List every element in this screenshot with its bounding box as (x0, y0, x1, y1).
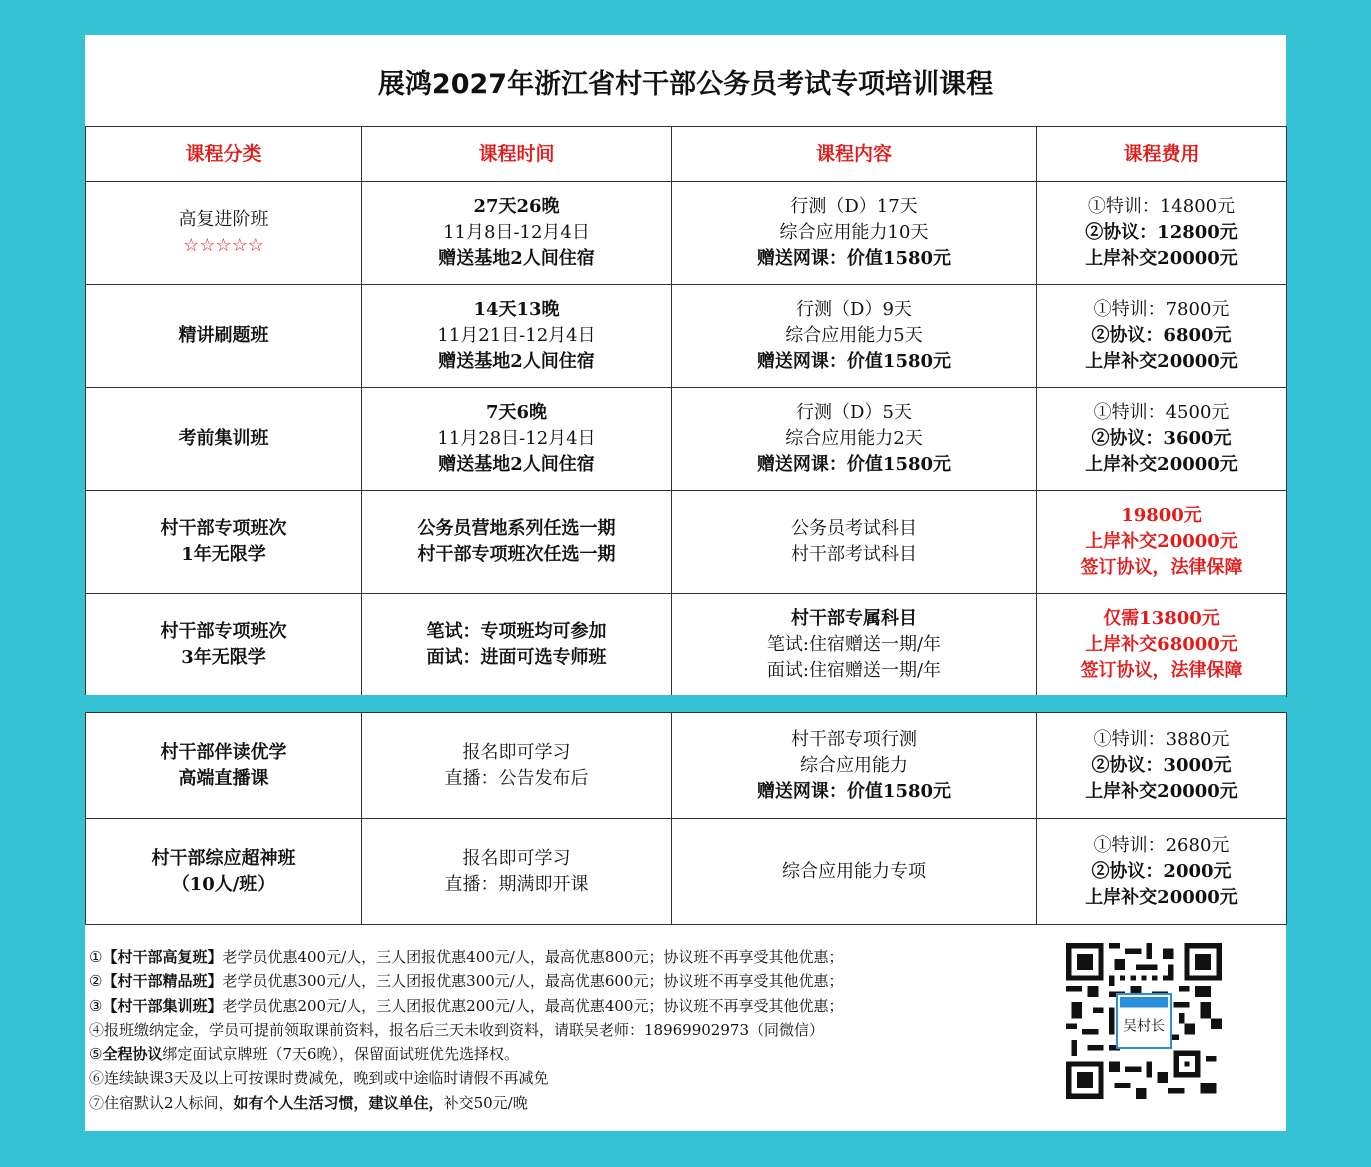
note-text: ⑦住宿默认2人标间， (89, 1093, 234, 1112)
note-text: 老学员优惠400元/人，三人团报优惠400元/人，最高优惠800元；协议班不再享受其他优惠； (222, 948, 844, 966)
table-row (86, 713, 1287, 819)
time-cell (362, 819, 672, 925)
note-item (89, 1042, 989, 1066)
content-line: 村干部专属科目 (791, 608, 917, 629)
fee-line: ②协议：2000元 (1091, 860, 1232, 882)
time-line: 直播：公告发布后 (444, 767, 589, 789)
content-cell (672, 388, 1037, 491)
fee-cell (1037, 285, 1287, 388)
note-highlight: 如有个人生活习惯，建议单住， (233, 1093, 444, 1112)
content-line: 行测（D）17天 (790, 196, 918, 217)
online-course-table (85, 712, 1287, 925)
fee-line: ①特训：7800元 (1093, 299, 1230, 320)
content-line: 综合应用能力 (800, 754, 908, 776)
time-line: 14天13晚 (473, 299, 560, 320)
time-line: 11月8日-12月4日 (443, 222, 590, 243)
table-row (86, 285, 1287, 388)
fee-line: ②协议：3000元 (1091, 754, 1232, 776)
category-cell (86, 594, 362, 697)
category-name: 高复进阶班 (178, 209, 269, 230)
note-text: 补交50元/晚 (443, 1093, 528, 1112)
fee-line: 上岸补交68000元 (1085, 634, 1238, 655)
note-text: ④报班缴纳定金，学员可提前领取课前资料，报名后三天未收到资料，请联吴老师：18969902973（同微信） (89, 1020, 824, 1039)
time-cell (362, 491, 672, 594)
fee-line: 签订协议，法律保障 (1080, 557, 1243, 578)
table-row (86, 491, 1287, 594)
content-line: 综合应用能力专项 (782, 860, 926, 882)
note-text: ⑥连续缺课3天及以上可按课时费减免，晚到或中途临时请假不再减免 (89, 1069, 549, 1088)
category-cell (86, 491, 362, 594)
time-cell (362, 285, 672, 388)
note-marker: ⑤ (89, 1045, 103, 1064)
category-subtitle: 高端直播课 (178, 767, 269, 789)
time-line: 11月21日-12月4日 (437, 325, 596, 346)
qr-center-label: 吴村长 (1123, 1018, 1165, 1035)
content-line: 赠送网课：价值1580元 (756, 248, 952, 269)
category-cell (86, 285, 362, 388)
category-name: 村干部专项班次 (160, 621, 287, 642)
category-name: 村干部伴读优学 (160, 741, 287, 763)
time-cell (362, 388, 672, 491)
content-line: 村干部专项行测 (791, 728, 917, 750)
content-line: 行测（D）9天 (796, 299, 912, 320)
fee-cell (1037, 713, 1287, 819)
fee-line: 上岸补交20000元 (1085, 351, 1238, 372)
category-name: 村干部专项班次 (160, 518, 287, 539)
course-sheet (85, 35, 1286, 1131)
category-cell (86, 182, 362, 285)
note-item (89, 1018, 989, 1042)
note-item (89, 945, 989, 969)
rating-stars: ☆☆☆☆☆ (183, 235, 264, 256)
fee-cell (1037, 182, 1287, 285)
category-cell (86, 819, 362, 925)
note-item (89, 1091, 989, 1115)
fee-line: ①特训：4500元 (1093, 402, 1230, 423)
time-line: 村干部专项班次任选一期 (417, 544, 616, 565)
content-line: 笔试:住宿赠送一期/年 (766, 634, 942, 655)
fee-line: 上岸补交20000元 (1085, 454, 1238, 475)
content-cell (672, 182, 1037, 285)
note-marker: ② (89, 972, 103, 991)
content-cell (672, 594, 1037, 697)
fee-line: 19800元 (1121, 505, 1202, 526)
note-highlight: 全程协议 (102, 1045, 163, 1064)
note-text: 绑定面试京牌班（7天6晚），保留面试班优先选择权。 (162, 1045, 520, 1064)
time-line: 报名即可学习 (462, 741, 571, 763)
time-line: 11月28日-12月4日 (437, 428, 596, 449)
time-line: 赠送基地2人间住宿 (438, 248, 595, 269)
fee-cell (1037, 388, 1287, 491)
content-cell (672, 285, 1037, 388)
time-line: 7天6晚 (485, 402, 548, 423)
time-cell (362, 713, 672, 819)
course-table (85, 126, 1287, 697)
content-line: 面试:住宿赠送一期/年 (766, 660, 942, 681)
content-cell (672, 819, 1037, 925)
content-line: 综合应用能力10天 (779, 222, 929, 243)
note-text: 老学员优惠200元/人，三人团报优惠200元/人，最高优惠400元；协议班不再享受其他优惠； (222, 996, 844, 1015)
header-content: 课程内容 (672, 127, 1037, 182)
content-cell (672, 491, 1037, 594)
category-subtitle: 3年无限学 (181, 647, 266, 668)
fee-cell (1037, 594, 1287, 697)
content-line: 综合应用能力2天 (785, 428, 923, 449)
table-row (86, 819, 1287, 925)
time-line: 笔试：专项班均可参加 (426, 621, 607, 642)
note-highlight: 【村干部集训班】 (102, 996, 223, 1015)
content-line: 公务员考试科目 (791, 518, 917, 539)
header-time: 课程时间 (362, 127, 672, 182)
table-row (86, 594, 1287, 697)
content-line: 赠送网课：价值1580元 (756, 454, 952, 475)
note-text: 老学员优惠300元/人，三人团报优惠300元/人，最高优惠600元；协议班不再享受其他优惠； (222, 972, 844, 991)
content-line: 综合应用能力5天 (785, 325, 923, 346)
table-row (86, 182, 1287, 285)
note-highlight: 【村干部精品班】 (102, 972, 223, 991)
fee-line: 签订协议，法律保障 (1080, 660, 1243, 681)
time-line: 报名即可学习 (462, 847, 571, 869)
time-line: 赠送基地2人间住宿 (438, 454, 595, 475)
category-name: 精讲刷题班 (178, 325, 269, 346)
category-name: 村干部综应超神班 (151, 847, 296, 869)
category-subtitle: （10人/班） (171, 873, 276, 895)
header-category: 课程分类 (86, 127, 362, 182)
time-line: 赠送基地2人间住宿 (438, 351, 595, 372)
fee-line: ②协议：12800元 (1085, 222, 1238, 243)
note-item (89, 1066, 989, 1090)
note-item (89, 994, 989, 1018)
time-cell (362, 594, 672, 697)
fee-cell (1037, 819, 1287, 925)
fee-line: 上岸补交20000元 (1085, 886, 1238, 908)
time-line: 公务员营地系列任选一期 (417, 518, 616, 539)
content-line: 赠送网课：价值1580元 (756, 351, 952, 372)
fee-line: ②协议：6800元 (1091, 325, 1232, 346)
section-divider (85, 695, 1286, 712)
fee-line: 上岸补交20000元 (1085, 531, 1238, 552)
note-item (89, 969, 989, 993)
header-fee: 课程费用 (1037, 127, 1287, 182)
table-header-row (86, 127, 1287, 182)
content-cell (672, 713, 1037, 819)
category-cell (86, 388, 362, 491)
content-line: 赠送网课：价值1580元 (756, 780, 952, 802)
wechat-qr-code (1066, 943, 1222, 1099)
content-line: 村干部考试科目 (791, 544, 917, 565)
fee-line: 上岸补交20000元 (1085, 248, 1238, 269)
content-line: 行测（D）5天 (796, 402, 912, 423)
fee-cell (1037, 491, 1287, 594)
category-cell (86, 713, 362, 819)
time-line: 面试：进面可选专师班 (426, 647, 607, 668)
fee-line: 上岸补交20000元 (1085, 780, 1238, 802)
note-highlight: 【村干部高复班】 (102, 948, 223, 966)
note-marker: ① (89, 948, 103, 966)
note-marker: ③ (89, 996, 103, 1015)
fee-line: ①特训：3880元 (1093, 728, 1230, 750)
time-line: 直播：期满即开课 (444, 873, 589, 895)
table-row (86, 388, 1287, 491)
notes-list (89, 945, 989, 1115)
fee-line: ②协议：3600元 (1091, 428, 1232, 449)
fee-line: ①特训：14800元 (1087, 196, 1236, 217)
time-line: 27天26晚 (473, 196, 560, 217)
fee-line: ①特训：2680元 (1093, 834, 1230, 856)
time-cell (362, 182, 672, 285)
fee-line: 仅需13800元 (1103, 608, 1220, 629)
category-name: 考前集训班 (178, 428, 269, 449)
category-subtitle: 1年无限学 (181, 544, 266, 565)
page-title: 展鸿2027年浙江省村干部公务员考试专项培训课程 (377, 68, 994, 100)
